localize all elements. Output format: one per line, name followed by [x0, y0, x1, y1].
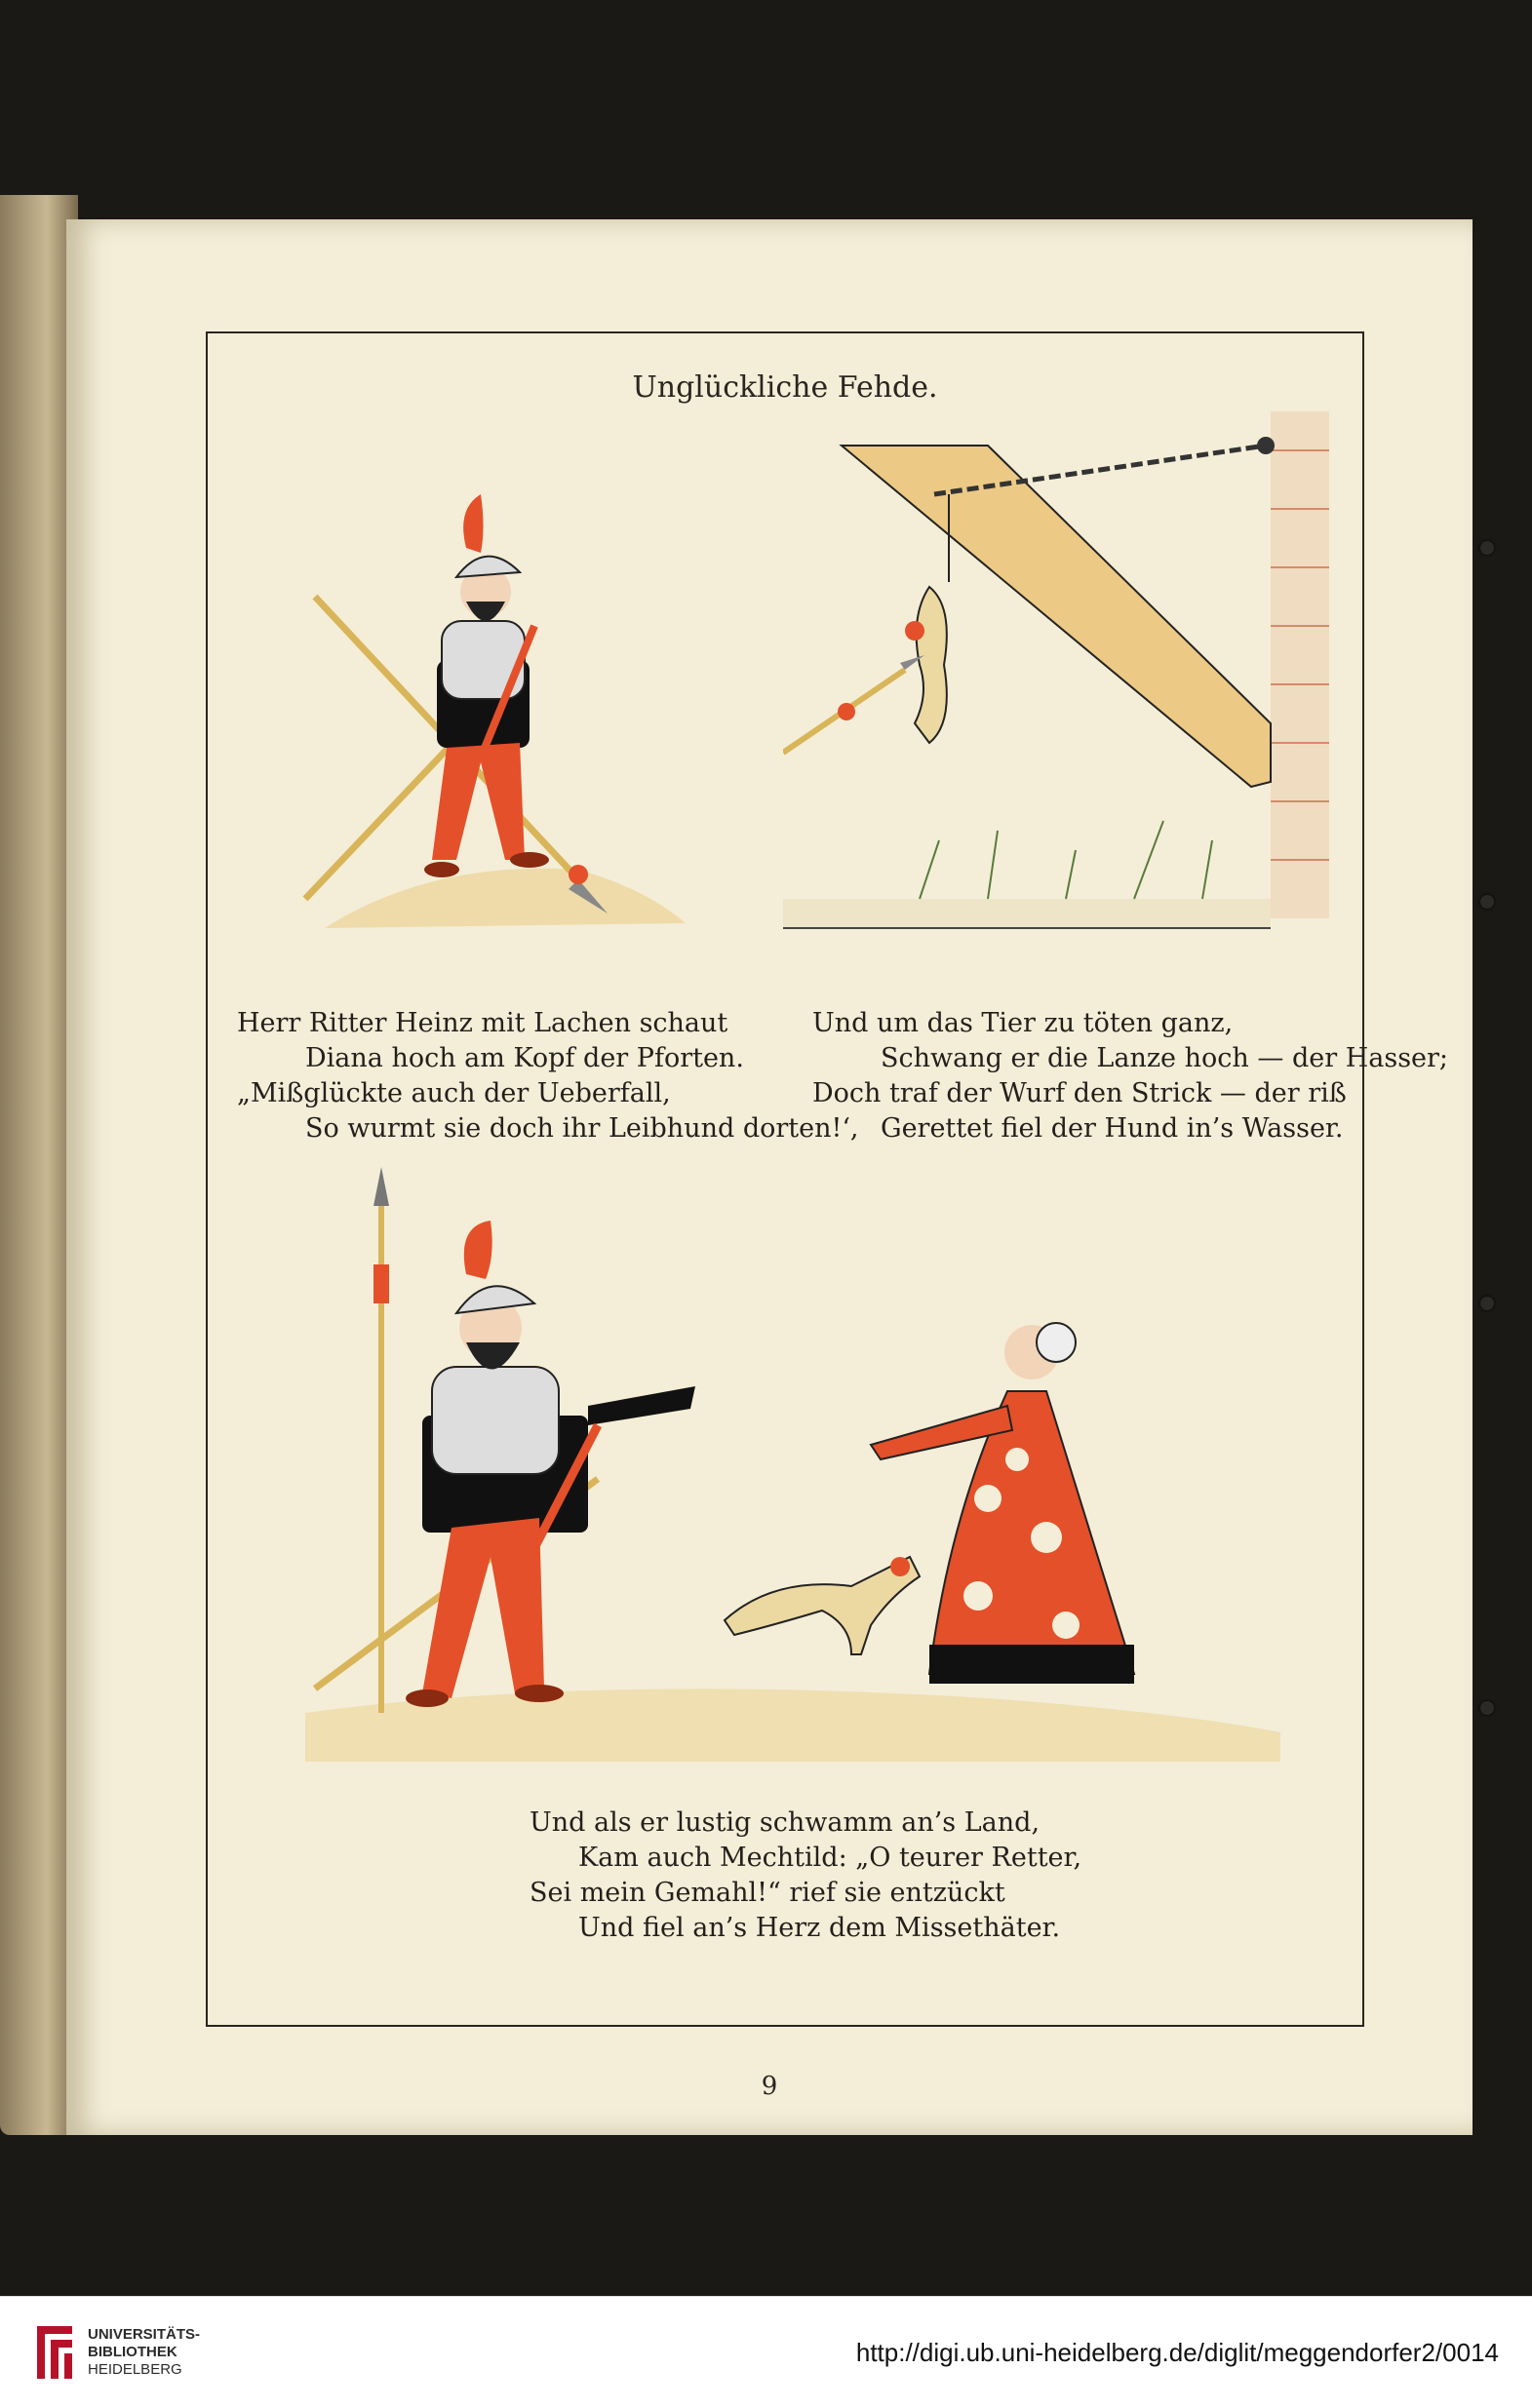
- source-url-link[interactable]: http://digi.ub.uni-heidelberg.de/diglit/meggendorfer2/0014: [855, 2338, 1499, 2367]
- verse-top-right: [812, 1006, 1448, 1146]
- verse-line: „Mißglückte auch der Ueberfall,: [237, 1078, 671, 1108]
- verse-line: Und fiel an’s Herz dem Missethäter.: [578, 1913, 1061, 1943]
- verse-line: Und als er lustig schwamm an’s Land,: [530, 1807, 1041, 1838]
- verse-line: Schwang er die Lanze hoch — der Hasser;: [881, 1043, 1449, 1073]
- library-logo-icon: [33, 2322, 76, 2383]
- hanging-dog-illustration: [783, 411, 1339, 948]
- rivet-icon: [1480, 1701, 1494, 1715]
- page-number: 9: [761, 2072, 778, 2101]
- viewer-footer: [0, 2296, 1532, 2408]
- verse-line: Gerettet fiel der Hund in’s Wasser.: [881, 1113, 1344, 1144]
- verse-line: Diana hoch am Kopf der Pforten.: [305, 1043, 744, 1073]
- page-title: Unglückliche Fehde.: [632, 370, 938, 405]
- rivet-icon: [1480, 541, 1494, 555]
- rivet-icon: [1480, 1297, 1494, 1310]
- verse-line: Und um das Tier zu töten ganz,: [812, 1008, 1234, 1038]
- page-frame: [206, 331, 1449, 2027]
- library-name-line: HEIDELBERG: [88, 2361, 182, 2378]
- library-name-line: BIBLIOTHEK: [88, 2344, 177, 2360]
- verse-top-left: [237, 1006, 859, 1146]
- verse-bottom: [530, 1806, 1081, 1946]
- knight-and-lady-illustration: [305, 1167, 1280, 1762]
- book-page: [66, 219, 1473, 2135]
- verse-line: So wurmt sie doch ihr Leibhund dorten!‘,: [305, 1113, 859, 1144]
- library-name-line: UNIVERSITÄTS-: [88, 2326, 201, 2343]
- rivet-icon: [1480, 895, 1494, 909]
- verse-line: Doch traf der Wurf den Strick — der riß: [812, 1078, 1347, 1108]
- library-name: [88, 2326, 200, 2379]
- verse-line: Herr Ritter Heinz mit Lachen schaut: [237, 1008, 728, 1038]
- knight-laughing-illustration: [286, 431, 695, 938]
- verse-line: Sei mein Gemahl!“ rief sie entzückt: [530, 1878, 1005, 1908]
- verse-line: Kam auch Mechtild: „O teurer Retter,: [578, 1843, 1082, 1873]
